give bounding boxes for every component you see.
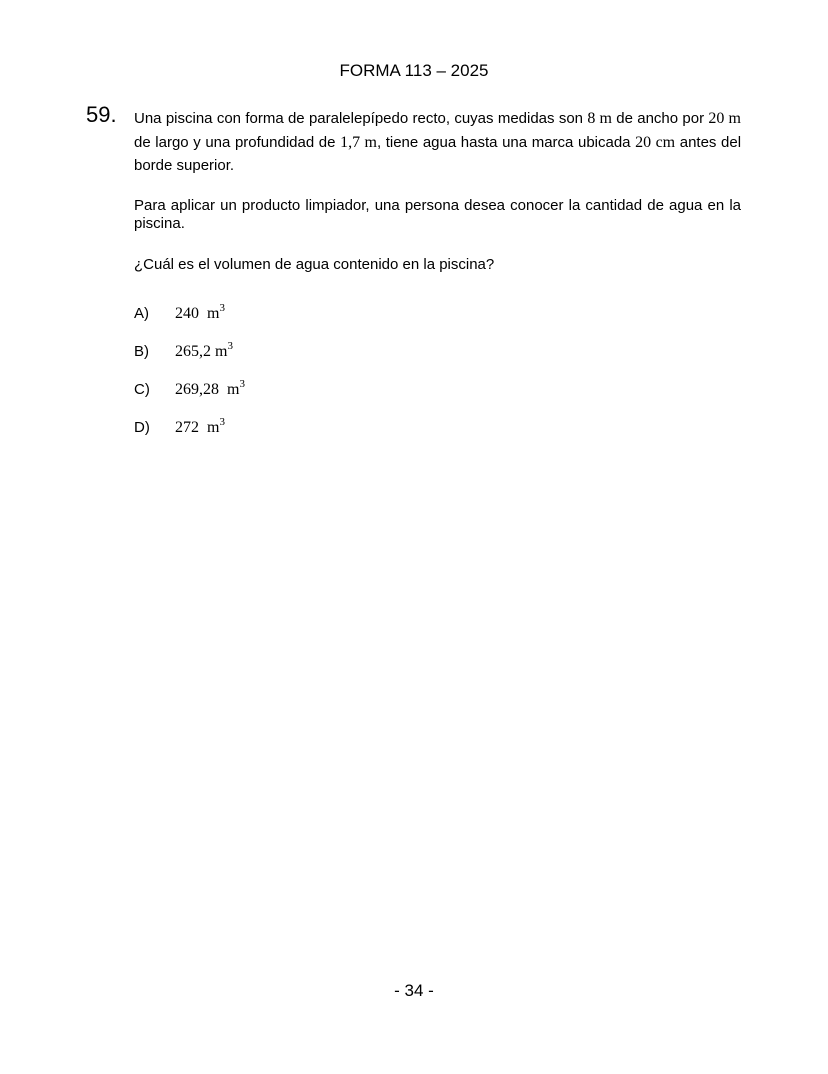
question-text: , tiene agua hasta una marca ubicada	[376, 133, 631, 151]
option-label: C)	[134, 381, 150, 398]
question-prompt: ¿Cuál es el volumen de agua contenido en la piscina?	[134, 256, 495, 273]
option-a[interactable]	[134, 302, 245, 340]
question-text: Una piscina con forma de paralelepípedo recto, cuyas medidas son	[134, 110, 584, 127]
question-number: 59.	[86, 102, 117, 127]
option-b[interactable]	[134, 340, 245, 378]
question-text: antes del borde superior.	[134, 133, 742, 174]
width-value: 8 m	[587, 110, 612, 127]
option-label: B)	[134, 343, 149, 360]
option-c[interactable]	[134, 378, 245, 416]
option-value: 272 $m^3$	[175, 416, 225, 436]
option-value: 240 $m^3$	[175, 302, 225, 322]
answer-options	[134, 302, 245, 454]
option-label: D)	[134, 419, 150, 436]
option-d[interactable]	[134, 416, 245, 454]
page-header: FORMA 113 – 2025	[339, 61, 489, 80]
question-text: de ancho por	[616, 110, 705, 127]
page-number: - 34 -	[394, 981, 434, 1000]
option-value: 269,28 $m^3$	[175, 378, 245, 398]
depth-value: 1,7 m	[340, 133, 377, 151]
question-paragraph-2: Para aplicar un producto limpiador, una persona desea conocer la cantidad de agua en la piscina.	[134, 197, 741, 232]
option-label: A)	[134, 305, 149, 322]
length-value: 20 m	[708, 110, 741, 127]
water-mark-value: 20 cm	[635, 133, 676, 151]
option-value: 265,2 $m^3$	[175, 340, 233, 360]
question-text: de largo y una profundidad de	[134, 133, 336, 151]
question-paragraph-1	[134, 107, 741, 178]
